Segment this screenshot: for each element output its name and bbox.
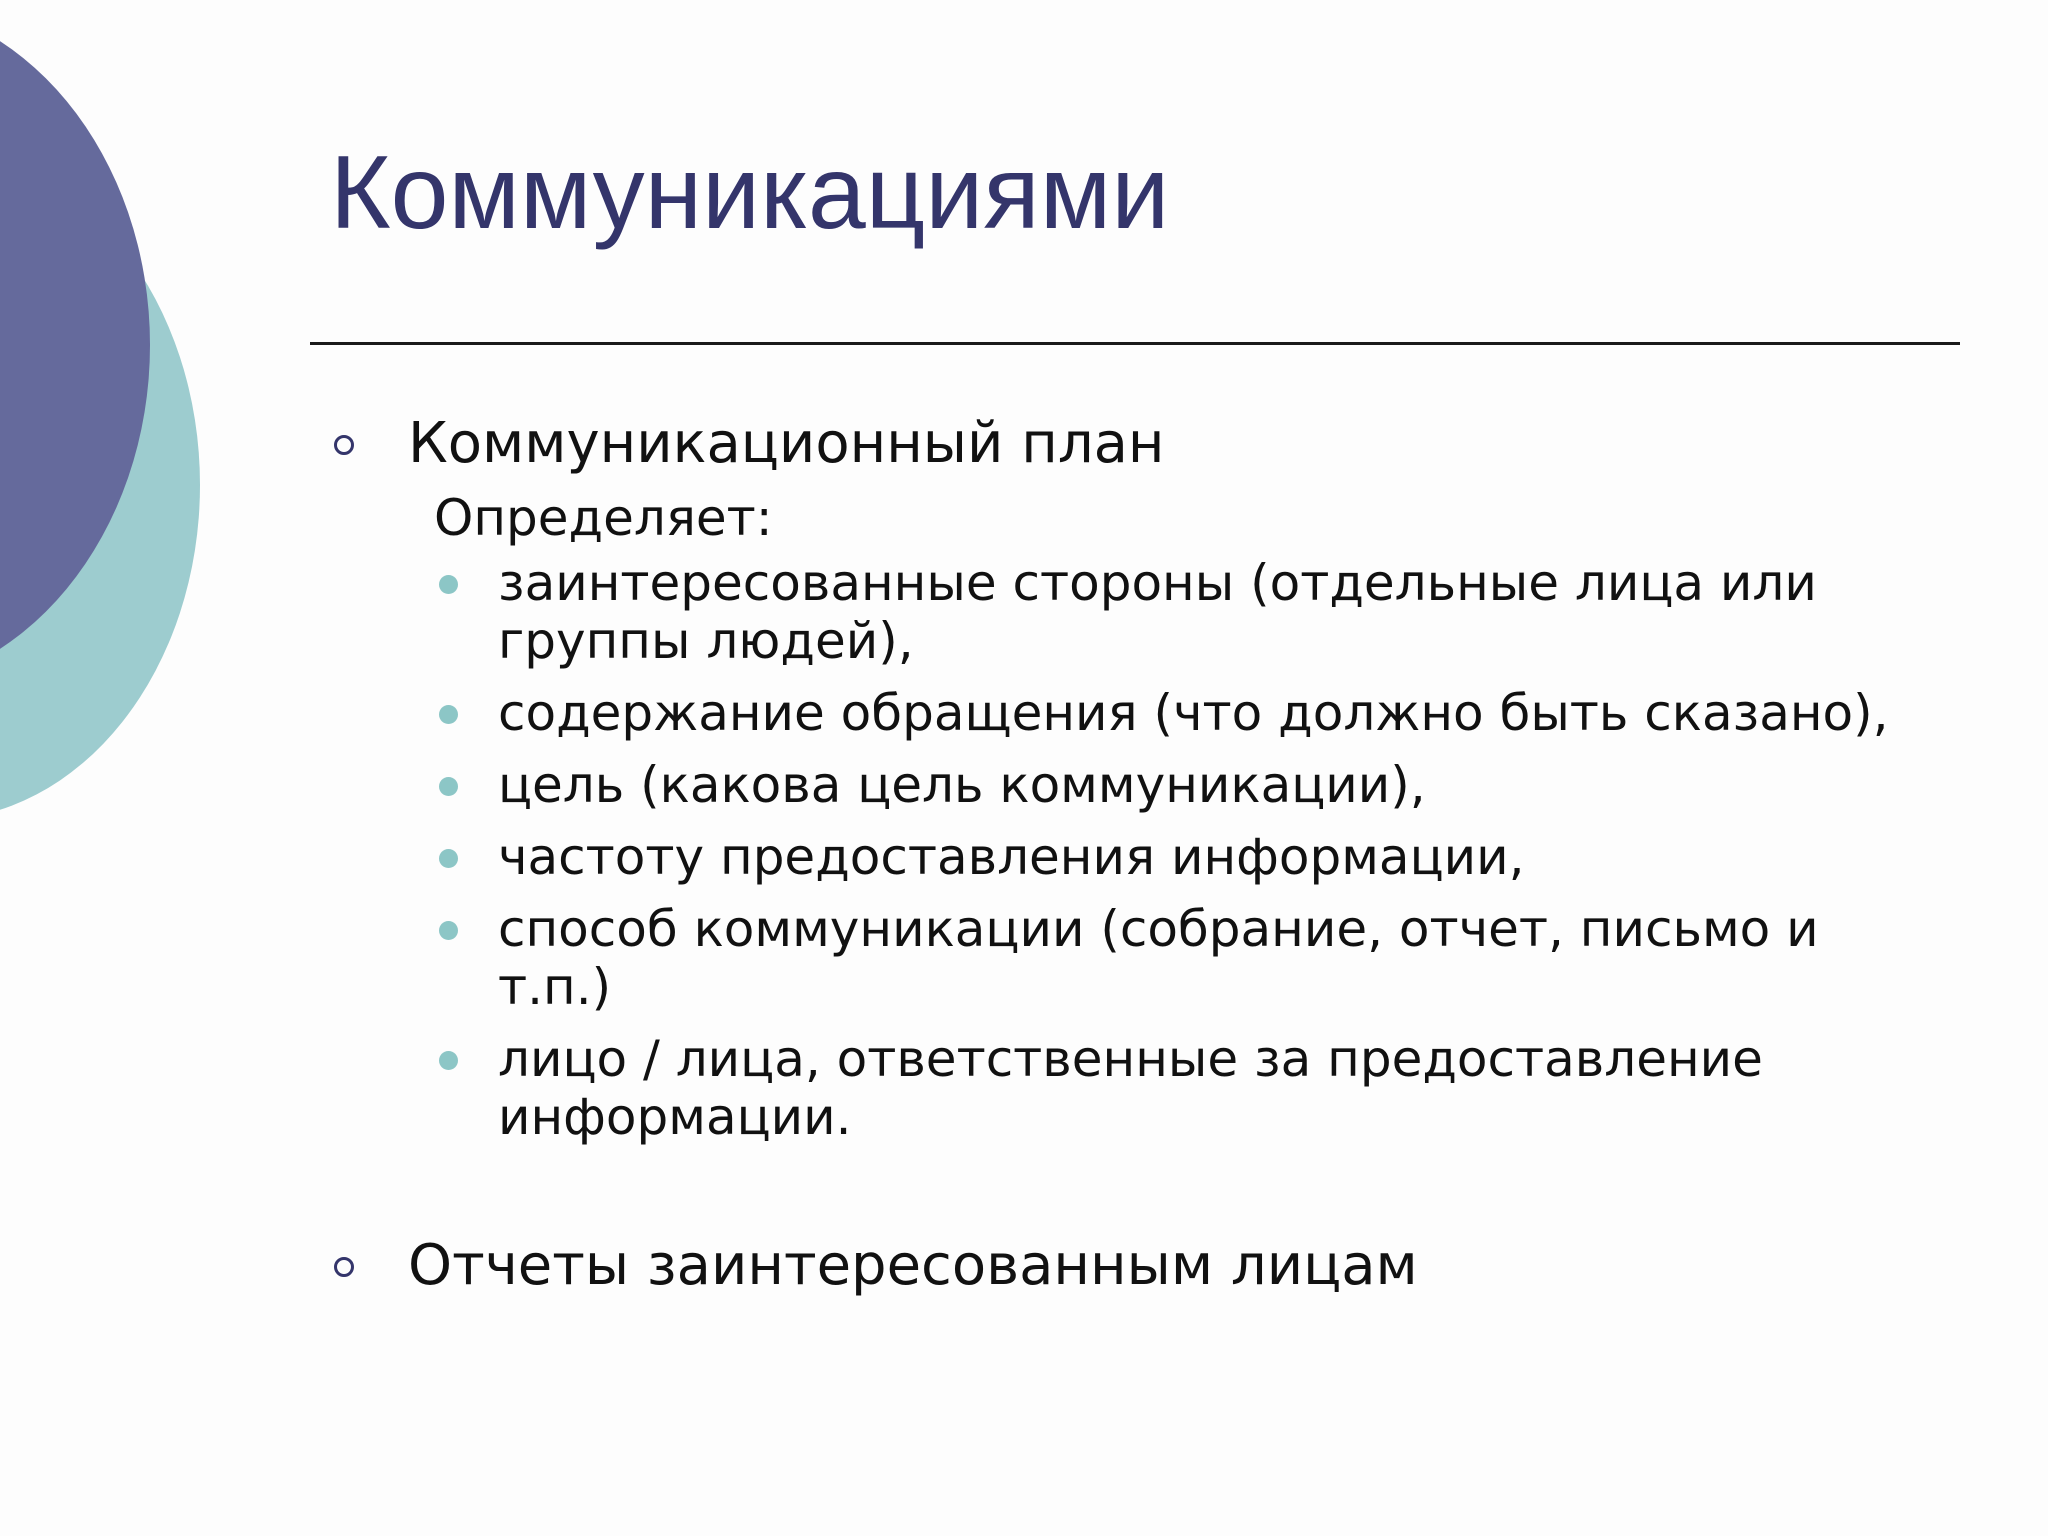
- bullet-item: [434, 1030, 1914, 1146]
- bullet-text: частоту предоставления информации,: [498, 828, 1525, 887]
- dot-bullet-icon: [439, 777, 458, 796]
- list-item-communication-plan: [330, 410, 1950, 478]
- bullet-item: [434, 828, 1914, 886]
- bullet-item: [434, 554, 1914, 670]
- bullet-item: [434, 684, 1914, 742]
- dot-bullet-icon: [439, 921, 458, 940]
- bullet-text: способ коммуникации (собрание, отчет, письмо и т.п.): [498, 900, 1819, 1017]
- slide-title: Коммуникациями: [330, 135, 1170, 251]
- bullet-text: цель (какова цель коммуникации),: [498, 756, 1426, 815]
- sub-heading-defines: Определяет:: [434, 489, 773, 548]
- list-item-stakeholder-reports: [330, 1232, 1950, 1300]
- list-item-text: Отчеты заинтересованным лицам: [408, 1233, 1418, 1299]
- dot-bullet-icon: [439, 575, 458, 594]
- bullet-item: [434, 900, 1914, 1016]
- bullet-item: [434, 756, 1914, 814]
- list-item-text: Коммуникационный план: [408, 411, 1165, 476]
- title-divider: [310, 342, 1960, 345]
- bullet-list: [434, 554, 1950, 1146]
- slide-content: [330, 410, 1950, 1301]
- dot-bullet-icon: [439, 1051, 458, 1070]
- ring-bullet-icon: [334, 435, 354, 455]
- ring-bullet-icon: [334, 1257, 354, 1277]
- bullet-text: лицо / лица, ответственные за предоставление информации.: [498, 1030, 1763, 1147]
- bullet-text: содержание обращения (что должно быть сказано),: [498, 684, 1889, 743]
- bullet-text: заинтересованные стороны (отдельные лица или группы людей),: [498, 554, 1817, 671]
- dot-bullet-icon: [439, 705, 458, 724]
- dot-bullet-icon: [439, 849, 458, 868]
